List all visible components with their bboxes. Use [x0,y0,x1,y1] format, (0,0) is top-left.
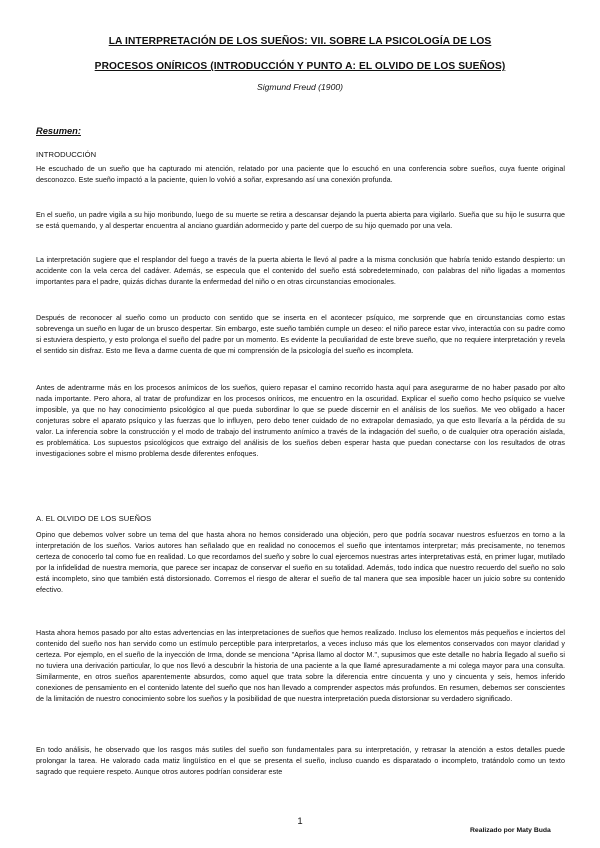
credit: Realizado por Maty Buda [470,827,551,834]
paragraph: En el sueño, un padre vigila a su hijo moribundo, luego de su muerte se retira a descansar dejando la puerta abierta para vigilarlo. Sueña que su hijo le susurra que se está quemando, y al despertar encuentra al anciano guardián adormecido y parte del cuerpo de su hijo quemado por una vela. [36,211,565,230]
paragraph: Hasta ahora hemos pasado por alto estas advertencias en las interpretaciones de sueños que hemos realizado. Incluso los elementos más pequeños e inciertos del contenido del sueño nos han servido como un estímulo perceptible para interpretarlos, a veces incluso más que los elementos conservados con mayor claridad y certeza. Por ejemplo, en el sueño de la inyección de Irma, donde se menciona "Aprisa llamo al doctor M.", supusimos que este detalle no habría llegado al sueño si no tuviera una derivación particular, lo que nos llevó a descubrir la historia de una paciente a la que llamé apresuradamente a mi colega mayor para una consulta. Similarmente, en otros sueños aparentemente absurdos, como aquel que trata sobre la diferencia entre cincuenta y uno y cincuenta y seis, hemos inferido conexiones de pensamiento en el contenido latente del sueño que nos han llevado a comprender aspectos más profundos. En resumen, debemos ser conscientes de la limitación de nuestro conocimiento sobre los sueños y la posibilidad de que nuestra interpretación pueda distorsionar su verdadero significado. [36,629,565,703]
paragraph: En todo análisis, he observado que los rasgos más sutiles del sueño son fundamentales para su interpretación, y retrasar la atención a estos detalles puede prolongar la tarea. He valorado cada matiz lingüístico en el que se presenta el sueño, incluso cuando es disparatado o incompleto, tratándolo como un texto sagrado que requiere respeto. Aunque otros autores podrían considerar este [36,746,565,776]
section-heading-olvido: A. EL OLVIDO DE LOS SUEÑOS [36,514,152,523]
page-number: 1 [297,816,303,827]
author: Sigmund Freud (1900) [257,82,343,92]
paragraph: Antes de adentrarme más en los procesos anímicos de los sueños, quiero repasar el camino recorrido hasta aquí para asegurarme de no haber pasado por alto nada importante. Pero ahora, al tratar de profundizar en los procesos oníricos, me encuentro en la oscuridad. Explicar el sueño como hecho psíquico se vuelve imposible, ya que no hay conocimiento psicológico al que pueda subordinar lo que se puede discernir en el análisis de los sueños. Me veo obligado a hacer conjeturas sobre el aparato psíquico y las fuerzas que lo influyen, pero debo tener cuidado de no extrapolar demasiado, ya que esto llevaría a la pérdida de su valor. La inferencia sobre la construcción y el modo de trabajo del instrumento anímico a través de la indagación del sueño, o de cualquier otra operación aislada, es problemática. Los supuestos psicológicos que extraigo del análisis de los sueños deben esperar hasta que puedan conectarse con los resultados de otras investigaciones sobre el mismo problema desde diferentes enfoques. [36,384,565,458]
section-heading-introduccion: INTRODUCCIÓN [36,150,97,159]
paragraph: He escuchado de un sueño que ha capturado mi atención, relatado por una paciente que lo escuchó en una conferencia sobre sueños, cuya fuente original desconozco. Este sueño impactó a la paciente, quien lo volvió a soñar, expresando así una conexión profunda. [36,165,565,184]
title-line-2: PROCESOS ONÍRICOS (INTRODUCCIÓN Y PUNTO A: EL OLVIDO DE LOS SUEÑOS) [94,61,506,72]
paragraph: La interpretación sugiere que el resplandor del fuego a través de la puerta abierta le llevó al padre a la misma conclusión que habría tenido estando despierto: un accidente con la vela cerca del cadáver. Además, se especula que el contenido del sueño está sobredeterminado, con palabras del niño ligadas a momentos importantes para el padre, quizás dichas durante la enfermedad del niño o en otras circunstancias emocionales. [36,256,565,286]
title-line-1: LA INTERPRETACIÓN DE LOS SUEÑOS: VII. SOBRE LA PSICOLOGÍA DE LOS [108,36,492,47]
paragraph: Opino que debemos volver sobre un tema del que hasta ahora no hemos considerado una objeción, pero que podría socavar nuestros esfuerzos en torno a la interpretación de los sueños. Varios autores han señalado que en realidad no conocemos el sueño que intentamos interpretar; más precisamente, no tenemos certeza de conocerlo tal como fue en realidad. Lo que recordamos del sueño y sobre lo cual ejercemos nuestras artes interpretativas está, en primer lugar, mutilado por la infidelidad de nuestra memoria, que parece ser incapaz de conservar el sueño en su totalidad. Además, todo indica que nuestro recuerdo del sueño no solo está incompleto, sino que también está distorsionado. Corremos el riesgo de alterar el sueño de tal manera que sea imposible hacer un juicio sobre su contenido efectivo. [36,531,565,594]
resumen-label: Resumen: [36,126,81,136]
paragraph: Después de reconocer al sueño como un producto con sentido que se inserta en el acontecer psíquico, me sorprende que en circunstancias como estas sobrevenga un sueño en lugar de un brusco despertar. Sin embargo, este sueño también cumple un deseo: el niño parece estar vivo, interactúa con su padre como si estuviera despierto, y esto prolonga el sueño del padre por un momento. Es evidente la peculiaridad de este breve sueño, que no requiere interpretación y revela el sentido sin disfraz. Esto me lleva a darme cuenta de que mi comprensión de la psicología del sueño es incompleta. [36,314,565,355]
